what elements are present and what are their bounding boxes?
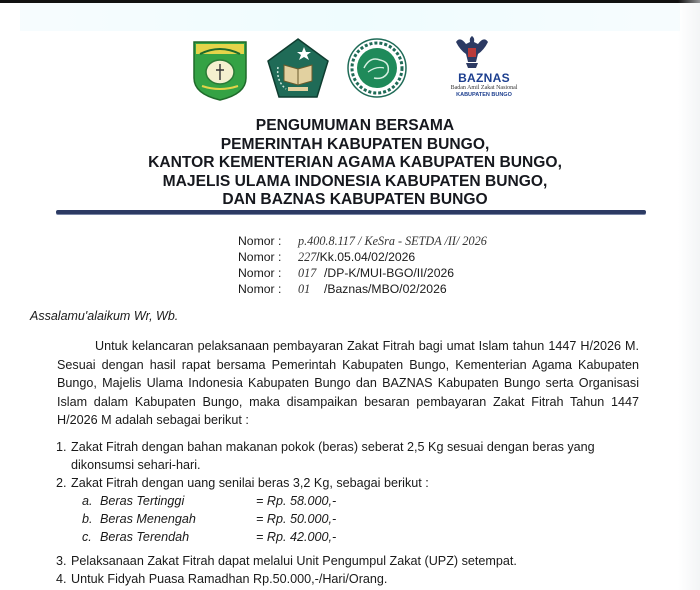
title-line: PEMERINTAH KABUPATEN BUNGO, — [220, 135, 490, 153]
kabupaten-bungo-logo — [192, 40, 248, 102]
intro-paragraph: Untuk kelancaran pelaksanaan pembayaran Zakat Fitrah bagi umat Islam tahun 1447 H/2026 M. Sesuai dengan hasil rapat bersama Pemerintah Kabupaten Bungo, Kementerian Agama Kabupaten Bungo, Majelis Ulama Indonesia Kabupaten Bungo dan BAZNAS Kabupaten Bungo serta Organisasi Islam dalam Kabupaten Bungo, maka disampaikan besaran pembayaran Zakat Fitrah Tahun 1447 H/2026 M adalah sebagai berikut : — [57, 339, 639, 427]
scan-tint — [20, 3, 680, 31]
handwritten-number: 01 — [298, 282, 311, 296]
baznas-logo — [452, 32, 492, 72]
handwritten-number: p.400.8.117 / KeSra - SETDA /II/ 2026 — [298, 234, 487, 248]
price-row: b. Beras Menengah = Rp. 50.000,- — [82, 512, 337, 526]
price-row: c. Beras Terendah = Rp. 42.000,- — [82, 530, 337, 544]
title-line: KANTOR KEMENTERIAN AGAMA KABUPATEN BUNGO, — [148, 154, 562, 171]
list-item: 4. Untuk Fidyah Puasa Ramadhan Rp.50.000,-/Hari/Orang. — [56, 572, 388, 586]
reference-row: Nomor : 017 /DP-K/MUI-BGO/II/2026 — [238, 266, 455, 280]
title-line: DAN BAZNAS KABUPATEN BUNGO — [222, 191, 488, 208]
price-row: a. Beras Tertinggi = Rp. 58.000,- — [82, 494, 337, 508]
baznas-region: KABUPATEN BUNGO — [456, 92, 512, 98]
title-line: PENGUMUMAN BERSAMA — [255, 117, 455, 134]
header-divider — [56, 210, 646, 214]
title-line: MAJELIS ULAMA INDONESIA KABUPATEN BUNGO, — [162, 172, 548, 190]
majelis-ulama-indonesia-logo — [346, 36, 408, 100]
reference-row: Nomor : 227/Kk.05.04/02/2026 — [238, 250, 416, 264]
reference-row: Nomor : 01 /Baznas/MBO/02/2026 — [238, 282, 447, 296]
announcement-title — [40, 117, 670, 210]
list-item: 2. Zakat Fitrah dengan uang senilai beras 3,2 Kg, sebagai berikut : — [56, 476, 429, 490]
reference-numbers — [238, 233, 487, 297]
baznas-subtitle: Badan Amil Zakat Nasional — [450, 85, 518, 91]
handwritten-number: 227 — [298, 250, 317, 264]
handwritten-number: 017 — [298, 266, 317, 280]
baznas-title: BAZNAS — [458, 71, 510, 85]
reference-row: Nomor : p.400.8.117 / KeSra - SETDA /II/ 2026 — [238, 234, 487, 248]
provisions-list — [56, 438, 656, 588]
scan-edge-shadow — [678, 0, 700, 590]
baznas-wordmark — [434, 72, 534, 99]
kementerian-agama-logo — [266, 37, 330, 99]
greeting: Assalamu'alaikum Wr, Wb. — [30, 309, 179, 323]
list-item: 1. Zakat Fitrah dengan bahan makanan pokok (beras) seberat 2,5 Kg sesuai dengan beras yang dikonsumsi sehari-hari. — [56, 440, 595, 472]
list-item: 3. Pelaksanaan Zakat Fitrah dapat melalui Unit Pengumpul Zakat (UPZ) setempat. — [56, 554, 517, 568]
